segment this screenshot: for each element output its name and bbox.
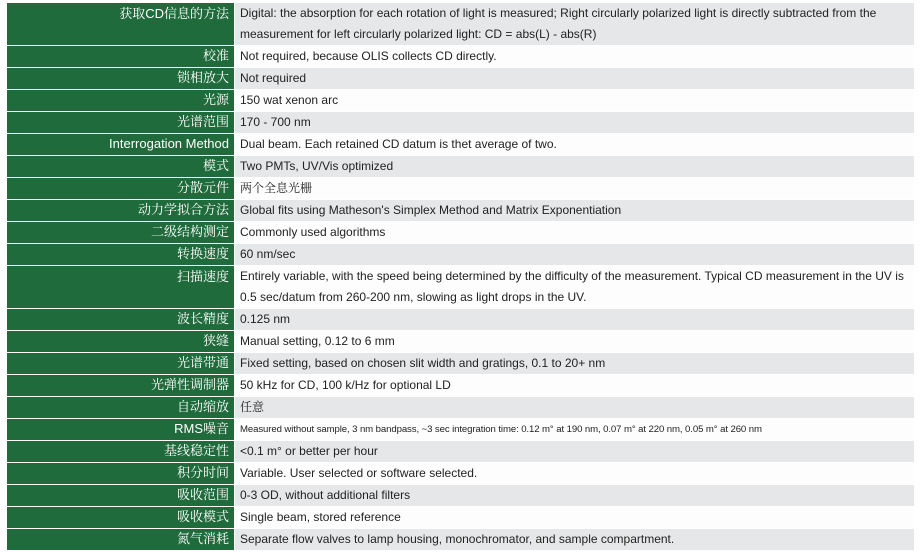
row-label: 吸收范围 (7, 485, 235, 507)
row-label: 积分时间 (7, 463, 235, 485)
row-label: 狭缝 (7, 331, 235, 353)
row-label: 氮气消耗 (7, 529, 235, 551)
row-value: 50 kHz for CD, 100 k/Hz for optional LD (235, 375, 915, 397)
row-value: <0.1 m° or better per hour (235, 441, 915, 463)
table-row (7, 331, 915, 353)
row-value: Measured without sample, 3 nm bandpass, ~3 sec integration time: 0.12 m° at 190 nm, 0.07 m° at 220 nm, 0.05 m° at 260 nm (235, 419, 915, 441)
row-value: Digital: the absorption for each rotation of light is measured; Right circularly polarized light is directly subtracted from the measurement for left circularly polarized light: CD = abs(L) - abs(R) (235, 3, 915, 46)
table-row (7, 46, 915, 68)
table-row (7, 156, 915, 178)
row-value: Single beam, stored reference (235, 507, 915, 529)
row-value: 任意 (235, 397, 915, 419)
row-label: 获取CD信息的方法 (7, 3, 235, 46)
table-row (7, 200, 915, 222)
row-label: 转换速度 (7, 244, 235, 266)
row-value: 60 nm/sec (235, 244, 915, 266)
table-row (7, 485, 915, 507)
row-label: 模式 (7, 156, 235, 178)
row-value: Commonly used algorithms (235, 222, 915, 244)
table-row (7, 178, 915, 200)
row-label: 自动缩放 (7, 397, 235, 419)
row-label: 分散元件 (7, 178, 235, 200)
table-row (7, 441, 915, 463)
row-value: Two PMTs, UV/Vis optimized (235, 156, 915, 178)
row-label: 吸收模式 (7, 507, 235, 529)
row-label: 动力学拟合方法 (7, 200, 235, 222)
table-row (7, 419, 915, 441)
row-value: 170 - 700 nm (235, 112, 915, 134)
row-label: 基线稳定性 (7, 441, 235, 463)
row-label: 波长精度 (7, 309, 235, 331)
row-value: 0.125 nm (235, 309, 915, 331)
table-row (7, 222, 915, 244)
table-row (7, 134, 915, 156)
table-row (7, 353, 915, 375)
row-value: Not required, because OLIS collects CD directly. (235, 46, 915, 68)
table-row (7, 397, 915, 419)
table-row (7, 90, 915, 112)
row-value: Global fits using Matheson's Simplex Method and Matrix Exponentiation (235, 200, 915, 222)
table-row (7, 529, 915, 551)
table-row (7, 68, 915, 90)
spec-table-body (7, 3, 915, 551)
table-row (7, 375, 915, 397)
row-value: Manual setting, 0.12 to 6 mm (235, 331, 915, 353)
table-row (7, 507, 915, 529)
table-row (7, 3, 915, 46)
row-value: Variable. User selected or software selected. (235, 463, 915, 485)
row-label: 锁相放大 (7, 68, 235, 90)
row-label: 光谱带通 (7, 353, 235, 375)
row-label: 扫描速度 (7, 266, 235, 309)
table-row (7, 463, 915, 485)
row-value: Not required (235, 68, 915, 90)
row-value: 两个全息光栅 (235, 178, 915, 200)
row-label: 光弹性调制器 (7, 375, 235, 397)
spec-table (6, 2, 915, 551)
table-row (7, 244, 915, 266)
table-row (7, 309, 915, 331)
row-label: 光谱范围 (7, 112, 235, 134)
row-value: Entirely variable, with the speed being determined by the difficulty of the measurement. Typical CD measurement in the UV is 0.5 sec/datum from 260-200 nm, slowing as light drops in the UV. (235, 266, 915, 309)
row-label: 二级结构测定 (7, 222, 235, 244)
row-value: Dual beam. Each retained CD datum is thet average of two. (235, 134, 915, 156)
row-label: 光源 (7, 90, 235, 112)
row-label: Interrogation Method (7, 134, 235, 156)
row-value: 150 wat xenon arc (235, 90, 915, 112)
table-row (7, 266, 915, 309)
row-value: Separate flow valves to lamp housing, monochromator, and sample compartment. (235, 529, 915, 551)
table-row (7, 112, 915, 134)
row-label: RMS噪音 (7, 419, 235, 441)
row-label: 校准 (7, 46, 235, 68)
row-value: 0-3 OD, without additional filters (235, 485, 915, 507)
row-value: Fixed setting, based on chosen slit width and gratings, 0.1 to 20+ nm (235, 353, 915, 375)
